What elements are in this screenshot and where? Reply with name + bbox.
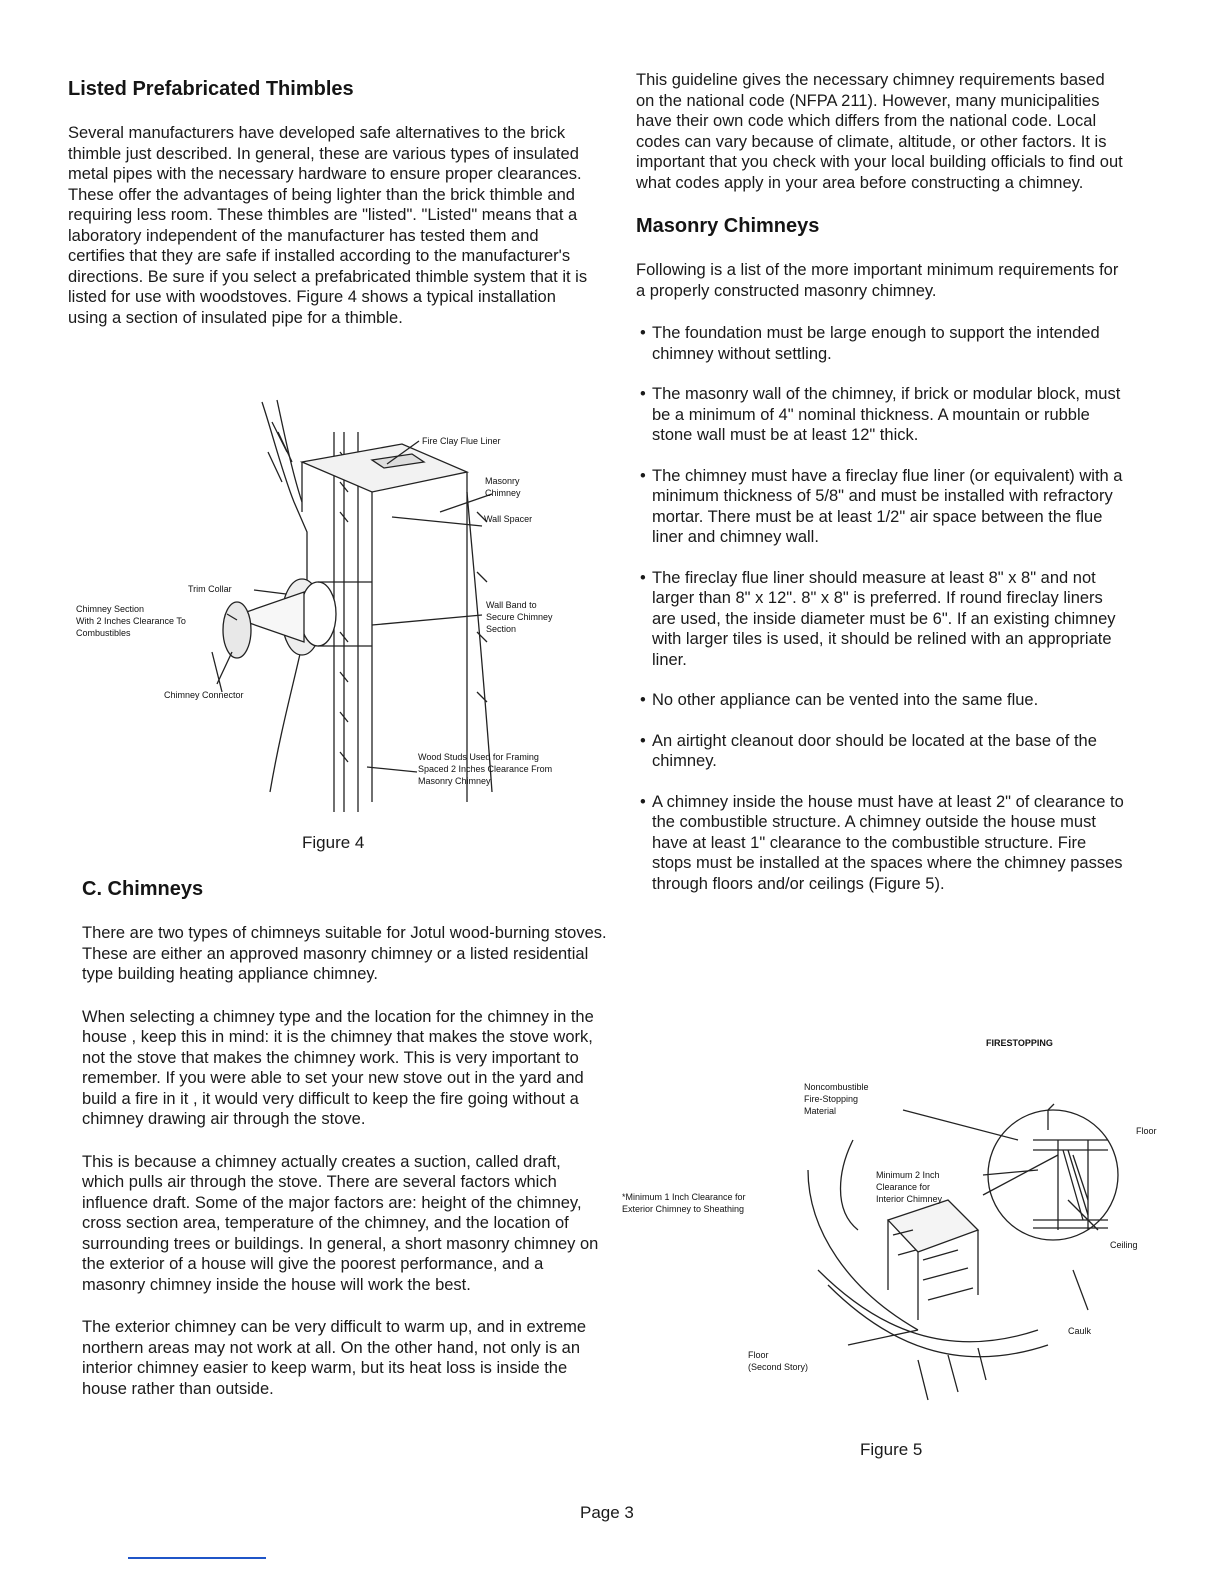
figure-4-diagram (72, 392, 602, 822)
fig4-label-flue-liner: Fire Clay Flue Liner (422, 436, 501, 446)
chimneys-section (82, 878, 607, 1421)
figure-5-diagram (618, 1030, 1178, 1430)
fig5-label-min2-3: Interior Chimney (876, 1194, 943, 1204)
right-column (636, 70, 1126, 914)
fig4-label-wood-studs-1: Wood Studs Used for Framing (418, 752, 539, 762)
fig4-label-wall-band-1: Wall Band to (486, 600, 537, 610)
thimbles-paragraph: Several manufacturers have developed safe alternatives to the brick thimble just described. In general, these are various types of insulated metal pipes with the necessary hardware to ensure proper clearances. These offer the advantages of being lighter than the brick thimble and requiring less room. These thimbles are "listed". "Listed" means that a laboratory independent of the manufacturer has tested them and certifies that they are safe if installed according to the manufacturer's directions. Be sure if you select a prefabricated thimble system that it is listed for use with woodstoves. Figure 4 shows a typical installation using a section of insulated pipe for a thimble. (68, 124, 588, 327)
masonry-lead: Following is a list of the more important minimum requirements for a properly constructed masonry chimney. (636, 261, 1119, 300)
fig5-label-min1-2: Exterior Chimney to Sheathing (622, 1204, 745, 1214)
fig5-label-min2-1: Minimum 2 Inch (876, 1170, 940, 1180)
footer-divider (128, 1557, 266, 1559)
fig5-label-min1-1: *Minimum 1 Inch Clearance for (622, 1192, 746, 1202)
fig4-label-trim-collar: Trim Collar (188, 584, 232, 594)
fig4-label-masonry-1: Masonry (485, 476, 520, 486)
fig5-title: FIRESTOPPING (986, 1038, 1053, 1048)
fig5-label-floor-top: Floor (1136, 1126, 1157, 1136)
fig4-label-wood-studs-3: Masonry Chimney (418, 776, 491, 786)
fig5-label-floor2-2: (Second Story) (748, 1362, 809, 1372)
fig4-label-chimney-connector: Chimney Connector (164, 690, 244, 700)
fig5-label-min2-2: Clearance for (876, 1182, 931, 1192)
fig4-label-masonry-2: Chimney (485, 488, 521, 498)
fig5-label-ceiling: Ceiling (1110, 1240, 1138, 1250)
section-heading-masonry: Masonry Chimneys (636, 215, 820, 237)
fig5-label-noncomb-1: Noncombustible (804, 1082, 869, 1092)
section-heading-chimneys: C. Chimneys (82, 878, 204, 900)
fig4-label-chimney-section-3: Combustibles (76, 628, 131, 638)
list-item: • The chimney must have a fireclay flue liner (or equivalent) with a minimum thickness of 5/8" and must be installed with refractory mortar. There must be at least 1/2" air space between the flue liner and chimney wall. (636, 466, 1126, 548)
fig5-label-caulk: Caulk (1068, 1326, 1092, 1336)
fig4-label-chimney-section-2: With 2 Inches Clearance To (76, 616, 186, 626)
fig5-label-noncomb-3: Material (804, 1106, 837, 1116)
section-heading-thimbles: Listed Prefabricated Thimbles (68, 78, 354, 100)
guideline-intro: This guideline gives the necessary chimney requirements based on the national code (NFPA 211). However, many municipalities have their own code which differs from the national code. Local codes can vary because of climate, altitude, or other factors. It is important that you check with your local building officials to find out what codes apply in your area before constructing a chimney. (636, 71, 1123, 192)
chimneys-paragraph-1: There are two types of chimneys suitable for Jotul wood-burning stoves. These are either an approved masonry chimney or a listed residential type building heating appliance chimney. (82, 924, 607, 983)
chimneys-paragraph-3: This is because a chimney actually creates a suction, called draft, which pulls air through the stove. There are several factors which influence draft. Some of the major factors are: height of the chimney, cross section area, temperature of the chimney, and the location of surrounding trees or buildings. In general, a short masonry chimney on the exterior of a house will give the poorest performance, and a masonry chimney inside the house will work the best. (82, 1152, 599, 1294)
list-item: • The foundation must be large enough to support the intended chimney without settling. (636, 323, 1126, 364)
list-item: • The fireclay flue liner should measure at least 8" x 8" and not larger than 8" x 12". 8" x 8" is preferred. If round fireclay liners are used, the inside diameter must be 6". If an existing chimney with larger tiles is used, it should be relined with an appropriate liner. (636, 568, 1126, 671)
fig4-label-wall-band-3: Section (486, 624, 517, 634)
fig4-label-chimney-section-1: Chimney Section (76, 604, 145, 614)
fig5-label-noncomb-2: Fire-Stopping (804, 1094, 859, 1104)
list-item: • A chimney inside the house must have at least 2" of clearance to the combustible structure. A chimney outside the house must have at least 1" clearance to the combustible structure. Fire stops must be installed at the spaces where the chimney passes through floors and/or ceilings (Figure 5). (636, 792, 1126, 895)
chimneys-paragraph-4: The exterior chimney can be very difficult to warm up, and in extreme northern areas may not work at all. On the other hand, not only is an interior chimney easier to keep warm, but its heat loss is inside the house rather than outside. (82, 1318, 587, 1398)
fig4-label-wall-spacer: Wall Spacer (484, 514, 533, 524)
fig4-label-wall-band-2: Secure Chimney (486, 612, 553, 622)
fig4-label-wood-studs-2: Spaced 2 Inches Clearance From (418, 764, 553, 774)
chimneys-paragraph-2: When selecting a chimney type and the location for the chimney in the house , keep this in mind: it is the chimney that makes the stove work, not the stove that makes the chimney work. This is very important to remember. If you were able to set your new stove out in the yard and build a fire in it , it would very difficult to keep the fire going without a chimney drawing air through the stove. (82, 1007, 594, 1128)
list-item: • No other appliance can be vented into the same flue. (636, 690, 1126, 711)
fig5-label-floor2-1: Floor (748, 1350, 769, 1360)
list-item: • The masonry wall of the chimney, if brick or modular block, must be a minimum of 4" nominal thickness. A mountain or rubble stone wall must be at least 12" thick. (636, 384, 1126, 446)
requirements-list (636, 323, 1126, 894)
list-item: • An airtight cleanout door should be located at the base of the chimney. (636, 731, 1126, 772)
page-number: Page 3 (580, 1503, 634, 1522)
figure-5-caption: Figure 5 (860, 1440, 923, 1459)
figure-4-caption: Figure 4 (302, 833, 365, 852)
left-column (68, 78, 598, 350)
